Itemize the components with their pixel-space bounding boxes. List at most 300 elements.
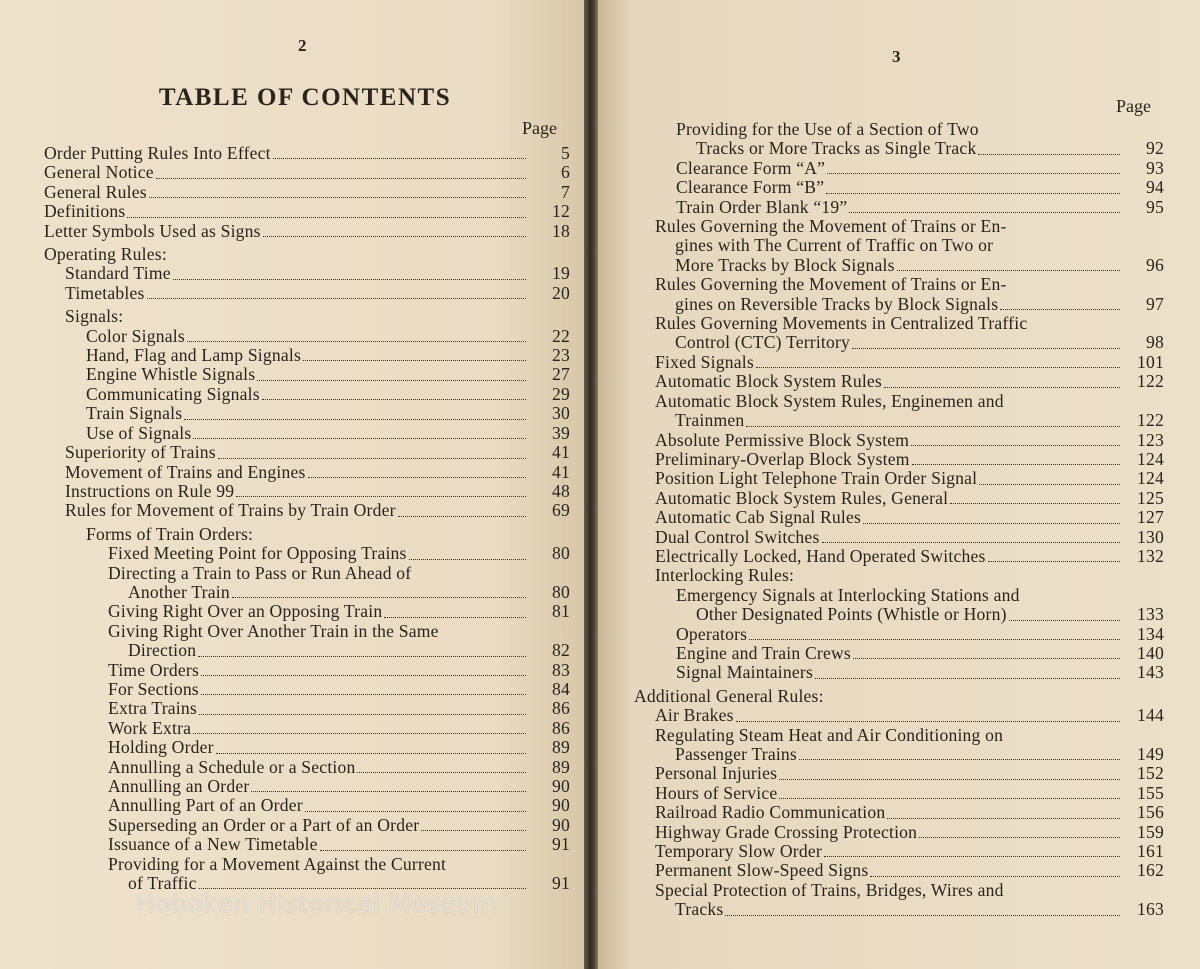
toc-entry-last-line [655, 900, 1126, 919]
dot-leader [826, 193, 1120, 194]
toc-entry-title: General Notice [44, 162, 154, 183]
toc-entry-title: Train Order Blank “19” [676, 196, 848, 217]
toc-entry [634, 687, 1164, 706]
left-page [0, 0, 584, 969]
toc-entry [44, 144, 570, 163]
toc-entry-title: Extra Trains [108, 698, 197, 719]
dot-leader [853, 658, 1120, 659]
toc-entry [44, 680, 570, 699]
toc-entry-title: Special Protection of Trains, Bridges, Wires and [655, 879, 1004, 900]
toc-entry-page: 91 [552, 873, 570, 894]
toc-entry-title-continued: Passenger Trains [675, 744, 797, 764]
toc-entry [44, 163, 570, 182]
toc-entry-page: 159 [1137, 821, 1164, 842]
toc-entry [44, 758, 570, 777]
toc-entry-last-line [655, 411, 1126, 430]
toc-entry-page: 127 [1137, 507, 1164, 528]
toc-entry [634, 450, 1164, 469]
toc-entry-title: Electrically Locked, Hand Operated Switches [655, 545, 986, 566]
toc-entry-title: Train Signals [86, 403, 183, 424]
toc-entry-page: 89 [552, 737, 570, 758]
toc-entry [634, 764, 1164, 783]
dot-leader [149, 197, 526, 198]
toc-entry-title: Automatic Cab Signal Rules [655, 507, 862, 528]
page-number-right: 3 [892, 47, 901, 66]
toc-entry [44, 501, 570, 520]
toc-entry [44, 602, 570, 621]
toc-entry-text-block [108, 622, 532, 661]
toc-entry-page: 123 [1137, 429, 1164, 450]
toc-entry-title: Rules Governing the Movement of Trains or En- [655, 274, 1007, 295]
toc-entry [44, 424, 570, 443]
toc-entry-page: 133 [1137, 604, 1164, 625]
toc-entry [634, 508, 1164, 527]
right-page [598, 0, 1200, 969]
dot-leader [746, 426, 1120, 427]
toc-entry-title: Annulling a Schedule or a Section [108, 756, 356, 777]
toc-entry-title: General Rules [44, 181, 147, 202]
toc-entry-title: Giving Right Over an Opposing Train [108, 601, 383, 622]
dot-leader [273, 158, 526, 159]
toc-entry-title: Annulling Part of an Order [108, 795, 303, 816]
toc-entry [44, 183, 570, 202]
toc-entry [634, 178, 1164, 197]
toc-entry-title: Superiority of Trains [65, 442, 216, 463]
toc-entry [44, 443, 570, 462]
toc-entry-page: 96 [1146, 254, 1164, 275]
toc-entry-title-continued: Another Train [128, 581, 230, 602]
toc-entry [44, 346, 570, 365]
toc-entry-page: 143 [1137, 662, 1164, 683]
toc-entry-page: 82 [552, 640, 570, 661]
toc-entry-page: 90 [552, 795, 570, 816]
toc-entry [634, 566, 1164, 585]
toc-entry [44, 307, 570, 326]
toc-entry-page: 48 [552, 480, 570, 501]
toc-entry-title: Fixed Meeting Point for Opposing Trains [108, 543, 407, 564]
toc-entry-page: 161 [1137, 841, 1164, 862]
toc-entry-title: Clearance Form “B” [676, 177, 825, 198]
toc-entry [44, 855, 570, 894]
toc-entry [44, 385, 570, 404]
toc-entry-title-continued: Tracks [675, 899, 724, 920]
toc-entry [634, 625, 1164, 644]
toc-entry-title: Communicating Signals [86, 383, 260, 404]
toc-entry-text-block [676, 586, 1126, 625]
toc-entry-page: 95 [1146, 196, 1164, 217]
toc-entry-title: Fixed Signals [655, 351, 754, 372]
toc-entry [634, 803, 1164, 822]
toc-entry-title: Interlocking Rules: [655, 565, 795, 586]
toc-entry-page: 41 [552, 442, 570, 463]
toc-entry-title: Personal Injuries [655, 763, 778, 784]
toc-entry-last-line [655, 333, 1126, 352]
toc-entry-page: 155 [1137, 782, 1164, 803]
toc-entry [634, 120, 1164, 159]
dot-leader [216, 753, 526, 754]
toc-entry [634, 159, 1164, 178]
toc-entry-title: For Sections [108, 678, 199, 699]
dot-leader [749, 639, 1120, 640]
toc-entry-page: 23 [552, 345, 570, 366]
dot-leader [849, 212, 1120, 213]
toc-entry [44, 264, 570, 283]
toc-entry-page: 149 [1137, 744, 1164, 764]
toc-entry-page: 94 [1146, 177, 1164, 198]
toc-entry-title: Directing a Train to Pass or Run Ahead of [108, 562, 412, 583]
toc-entry-title: Railroad Radio Communication [655, 802, 886, 823]
dot-leader [308, 477, 526, 478]
page-number-left: 2 [298, 36, 307, 55]
toc-entry-page: 162 [1137, 860, 1164, 881]
dot-leader [218, 458, 526, 459]
toc-entry-title: Forms of Train Orders: [86, 523, 254, 544]
toc-entry-last-line [676, 605, 1126, 624]
dot-leader [173, 279, 526, 280]
toc-entry [634, 314, 1164, 353]
toc-entry-title-continued: Control (CTC) Territory [675, 332, 851, 353]
toc-entry-page: 89 [552, 756, 570, 777]
toc-entry-title: Work Extra [108, 717, 192, 738]
toc-entry-page: 12 [552, 201, 570, 222]
toc-entry-title-continued: Trainmen [675, 410, 745, 431]
toc-entry-page: 91 [552, 834, 570, 855]
toc-entry-page: 18 [552, 220, 570, 241]
dot-leader [156, 178, 526, 179]
toc-entry [634, 489, 1164, 508]
toc-entry [44, 245, 570, 264]
dot-leader [884, 387, 1120, 388]
dot-leader [824, 856, 1120, 857]
toc-entry-page: 134 [1137, 623, 1164, 644]
dot-leader [187, 341, 526, 342]
toc-entry-page: 39 [552, 422, 570, 443]
toc-entry [44, 544, 570, 563]
toc-entry-page: 20 [552, 282, 570, 303]
toc-entry-title: Providing for the Use of a Section of Two [676, 119, 979, 139]
dot-leader [303, 360, 526, 361]
toc-entry-title: Order Putting Rules Into Effect [44, 143, 271, 163]
toc-entry-title: Automatic Block System Rules [655, 371, 882, 392]
dot-leader [1009, 620, 1120, 621]
toc-entry-last-line [108, 583, 532, 602]
toc-entry-title: Rules Governing Movements in Centralized Traffic [655, 313, 1028, 334]
dot-leader [779, 779, 1120, 780]
toc-entry-title: Absolute Permissive Block System [655, 429, 910, 450]
toc-entry-last-line [676, 139, 1126, 158]
dot-leader [201, 694, 526, 695]
toc-entry-text-block [676, 120, 1126, 159]
toc-entry [634, 528, 1164, 547]
toc-entry-title-continued: gines with The Current of Traffic on Two or [675, 235, 994, 256]
toc-entry-title: Engine and Train Crews [676, 642, 851, 663]
toc-entry-title: Signal Maintainers [676, 662, 813, 683]
toc-entry [634, 706, 1164, 725]
toc-entry-page: 124 [1137, 468, 1164, 489]
toc-entry-title-continued: Direction [128, 640, 197, 661]
dot-leader [1000, 309, 1120, 310]
dot-leader [421, 830, 526, 831]
dot-leader [201, 675, 526, 676]
toc-entry-title: Automatic Block System Rules, Enginemen and [655, 390, 1004, 411]
toc-entry-title-continued: Other Designated Points (Whistle or Horn) [696, 604, 1007, 625]
dot-leader [756, 367, 1120, 368]
toc-entry [634, 842, 1164, 861]
toc-entry-page: 163 [1137, 899, 1164, 920]
toc-entry-title: Air Brakes [655, 705, 734, 726]
toc-entry-text-block [108, 855, 532, 894]
toc-entry-title: Superseding an Order or a Part of an Order [108, 814, 420, 835]
dot-leader [863, 523, 1120, 524]
toc-entry-page: 122 [1137, 371, 1164, 392]
toc-entry [44, 404, 570, 423]
dot-leader [127, 217, 526, 218]
toc-entry-page: 97 [1146, 293, 1164, 314]
toc-entry-title: Giving Right Over Another Train in the Same [108, 620, 439, 641]
toc-entry [44, 202, 570, 221]
dot-leader [236, 496, 526, 497]
toc-entry-last-line [655, 745, 1126, 764]
toc-entry-page: 86 [552, 698, 570, 719]
toc-entry-page: 22 [552, 325, 570, 346]
dot-leader [320, 850, 526, 851]
toc-entry-text-block [655, 275, 1126, 314]
page-title: TABLE OF CONTENTS [158, 84, 452, 111]
dot-leader [199, 714, 526, 715]
toc-entry-page: 93 [1146, 157, 1164, 178]
toc-entry-title: Additional General Rules: [634, 685, 824, 706]
toc-entry-page: 152 [1137, 763, 1164, 784]
dot-leader [911, 445, 1120, 446]
dot-leader [251, 791, 526, 792]
toc-entry [44, 738, 570, 757]
toc-entry [44, 463, 570, 482]
toc-entry-text-block [655, 881, 1126, 920]
toc-entry-text-block [655, 392, 1126, 431]
dot-leader [257, 380, 526, 381]
toc-entry [634, 586, 1164, 625]
book-gutter [584, 0, 598, 969]
toc-entry-title: Color Signals [86, 325, 185, 346]
toc-entry-page: 80 [552, 581, 570, 602]
toc-entry-page: 83 [552, 659, 570, 680]
dot-leader [799, 759, 1120, 760]
dot-leader [779, 798, 1120, 799]
toc-entry [44, 327, 570, 346]
toc-entry [634, 431, 1164, 450]
dot-leader [870, 876, 1120, 877]
toc-entry-title: Holding Order [108, 737, 214, 758]
toc-entry-page: 19 [552, 263, 570, 284]
toc-entry-title-continued: Tracks or More Tracks as Single Track [696, 138, 977, 159]
watermark: Hoboken Historical Museum [136, 889, 498, 918]
toc-entry-title: Definitions [44, 201, 126, 222]
toc-entry-page: 140 [1137, 642, 1164, 663]
toc-entry-last-line [655, 256, 1126, 275]
toc-entry-title: Permanent Slow-Speed Signs [655, 860, 869, 881]
dot-leader [263, 236, 526, 237]
toc-entry-page: 30 [552, 403, 570, 424]
dot-leader [232, 597, 526, 598]
toc-entry-title: Temporary Slow Order [655, 841, 822, 862]
toc-entry-page: 86 [552, 717, 570, 738]
toc-entry-title: Hand, Flag and Lamp Signals [86, 345, 302, 366]
toc-entry [634, 275, 1164, 314]
toc-entry [634, 881, 1164, 920]
toc-entry-title: Use of Signals [86, 422, 192, 443]
dot-leader [822, 542, 1121, 543]
toc-entry [634, 372, 1164, 391]
toc-entry-title: Time Orders [108, 659, 199, 680]
toc-entry-title: Issuance of a New Timetable [108, 834, 318, 855]
toc-entry-title: Timetables [65, 282, 145, 303]
toc-entry [634, 644, 1164, 663]
toc-entry-page: 5 [561, 143, 570, 163]
toc-entry-title: Providing for a Movement Against the Current [108, 853, 447, 874]
toc-entry-title: Standard Time [65, 263, 171, 284]
toc-entry-page: 122 [1137, 410, 1164, 431]
toc-entry-page: 69 [552, 500, 570, 521]
toc-entry-title: Rules Governing the Movement of Trains or En- [655, 216, 1007, 237]
toc-entry [44, 284, 570, 303]
dot-leader [978, 154, 1120, 155]
toc-entry-page: 29 [552, 383, 570, 404]
toc-entry-title: Instructions on Rule 99 [65, 480, 235, 501]
toc-entry [634, 726, 1164, 765]
toc-entry-text-block [108, 564, 532, 603]
dot-leader [184, 419, 526, 420]
toc-entry-title: Clearance Form “A” [676, 157, 826, 178]
toc-entry-page: 132 [1137, 545, 1164, 566]
toc-entry-title: Engine Whistle Signals [86, 364, 256, 385]
toc-entry [634, 353, 1164, 372]
dot-leader [384, 617, 526, 618]
toc-entry [44, 777, 570, 796]
dot-leader [398, 516, 526, 517]
dot-leader [852, 348, 1120, 349]
dot-leader [827, 173, 1120, 174]
toc-entry-title: Hours of Service [655, 782, 778, 803]
toc-entry-title: Preliminary-Overlap Block System [655, 448, 910, 469]
toc-entry [634, 198, 1164, 217]
toc-entry-page: 125 [1137, 487, 1164, 508]
toc-entry-page: 90 [552, 776, 570, 796]
dot-leader [736, 721, 1120, 722]
dot-leader [725, 915, 1120, 916]
toc-entry-title: Automatic Block System Rules, General [655, 487, 949, 508]
toc-entry-title: Dual Control Switches [655, 526, 820, 547]
toc-entry [44, 661, 570, 680]
toc-entry [634, 217, 1164, 275]
toc-entry [44, 796, 570, 815]
dot-leader [887, 818, 1120, 819]
toc-entry-page: 156 [1137, 802, 1164, 823]
toc-entry-page: 27 [552, 364, 570, 385]
toc-entry-title: Rules for Movement of Trains by Train Order [65, 500, 396, 521]
toc-entry-page: 41 [552, 461, 570, 482]
toc-entry-page: 81 [552, 601, 570, 622]
toc-entry-title: Movement of Trains and Engines [65, 461, 306, 482]
toc-list-right [634, 120, 1164, 920]
dot-leader [262, 399, 526, 400]
toc-entry-title: Highway Grade Crossing Protection [655, 821, 918, 842]
toc-entry-title-continued: gines on Reversible Tracks by Block Signals [675, 293, 999, 314]
toc-list-left [44, 144, 570, 893]
dot-leader [198, 656, 526, 657]
dot-leader [979, 484, 1120, 485]
toc-entry-title-continued: More Tracks by Block Signals [675, 254, 895, 275]
dot-leader [409, 559, 526, 560]
toc-entry-last-line [108, 641, 532, 660]
toc-entry [634, 784, 1164, 803]
dot-leader [815, 678, 1120, 679]
toc-entry-title: Emergency Signals at Interlocking Stations and [676, 584, 1020, 605]
toc-entry-title: Regulating Steam Heat and Air Conditioning on [655, 724, 1004, 745]
dot-leader [950, 503, 1120, 504]
toc-entry [634, 469, 1164, 488]
toc-entry-page: 92 [1146, 138, 1164, 159]
toc-entry [44, 482, 570, 501]
toc-entry-page: 7 [561, 181, 570, 202]
toc-entry-text-block [655, 314, 1126, 353]
toc-entry [634, 823, 1164, 842]
toc-entry [44, 365, 570, 384]
page-column-header-left: Page [522, 118, 557, 138]
toc-entry [44, 525, 570, 544]
toc-entry-page: 80 [552, 543, 570, 564]
toc-entry [634, 663, 1164, 682]
toc-entry [634, 861, 1164, 880]
toc-entry-page: 124 [1137, 448, 1164, 469]
toc-entry-title: Operating Rules: [44, 244, 167, 265]
toc-entry [44, 816, 570, 835]
toc-entry-page: 130 [1137, 526, 1164, 547]
toc-entry-page: 98 [1146, 332, 1164, 353]
toc-entry-title: Operators [676, 623, 748, 644]
toc-entry-last-line [655, 295, 1126, 314]
toc-entry-text-block [655, 217, 1126, 275]
toc-entry [44, 564, 570, 603]
dot-leader [357, 772, 526, 773]
toc-entry-title: Position Light Telephone Train Order Signal [655, 468, 978, 489]
toc-entry-text-block [655, 726, 1126, 765]
toc-entry-title: Annulling an Order [108, 776, 250, 796]
toc-entry [44, 699, 570, 718]
dot-leader [912, 464, 1120, 465]
toc-entry [634, 392, 1164, 431]
toc-entry-page: 84 [552, 678, 570, 699]
dot-leader [919, 837, 1120, 838]
toc-entry [44, 222, 570, 241]
toc-entry [44, 719, 570, 738]
toc-entry-title: Letter Symbols Used as Signs [44, 220, 261, 241]
toc-entry-title-continued: of Traffic [128, 873, 197, 894]
toc-entry-page: 90 [552, 814, 570, 835]
page-column-header-right: Page [1116, 96, 1151, 116]
dot-leader [193, 733, 526, 734]
toc-entry-page: 6 [561, 162, 570, 183]
toc-entry-title: Signals: [65, 306, 124, 327]
dot-leader [305, 811, 526, 812]
dot-leader [988, 561, 1120, 562]
toc-entry-page: 101 [1137, 351, 1164, 372]
toc-entry-page: 144 [1137, 705, 1164, 726]
toc-entry [44, 622, 570, 661]
toc-entry [44, 835, 570, 854]
toc-entry [634, 547, 1164, 566]
dot-leader [193, 438, 526, 439]
dot-leader [897, 270, 1120, 271]
